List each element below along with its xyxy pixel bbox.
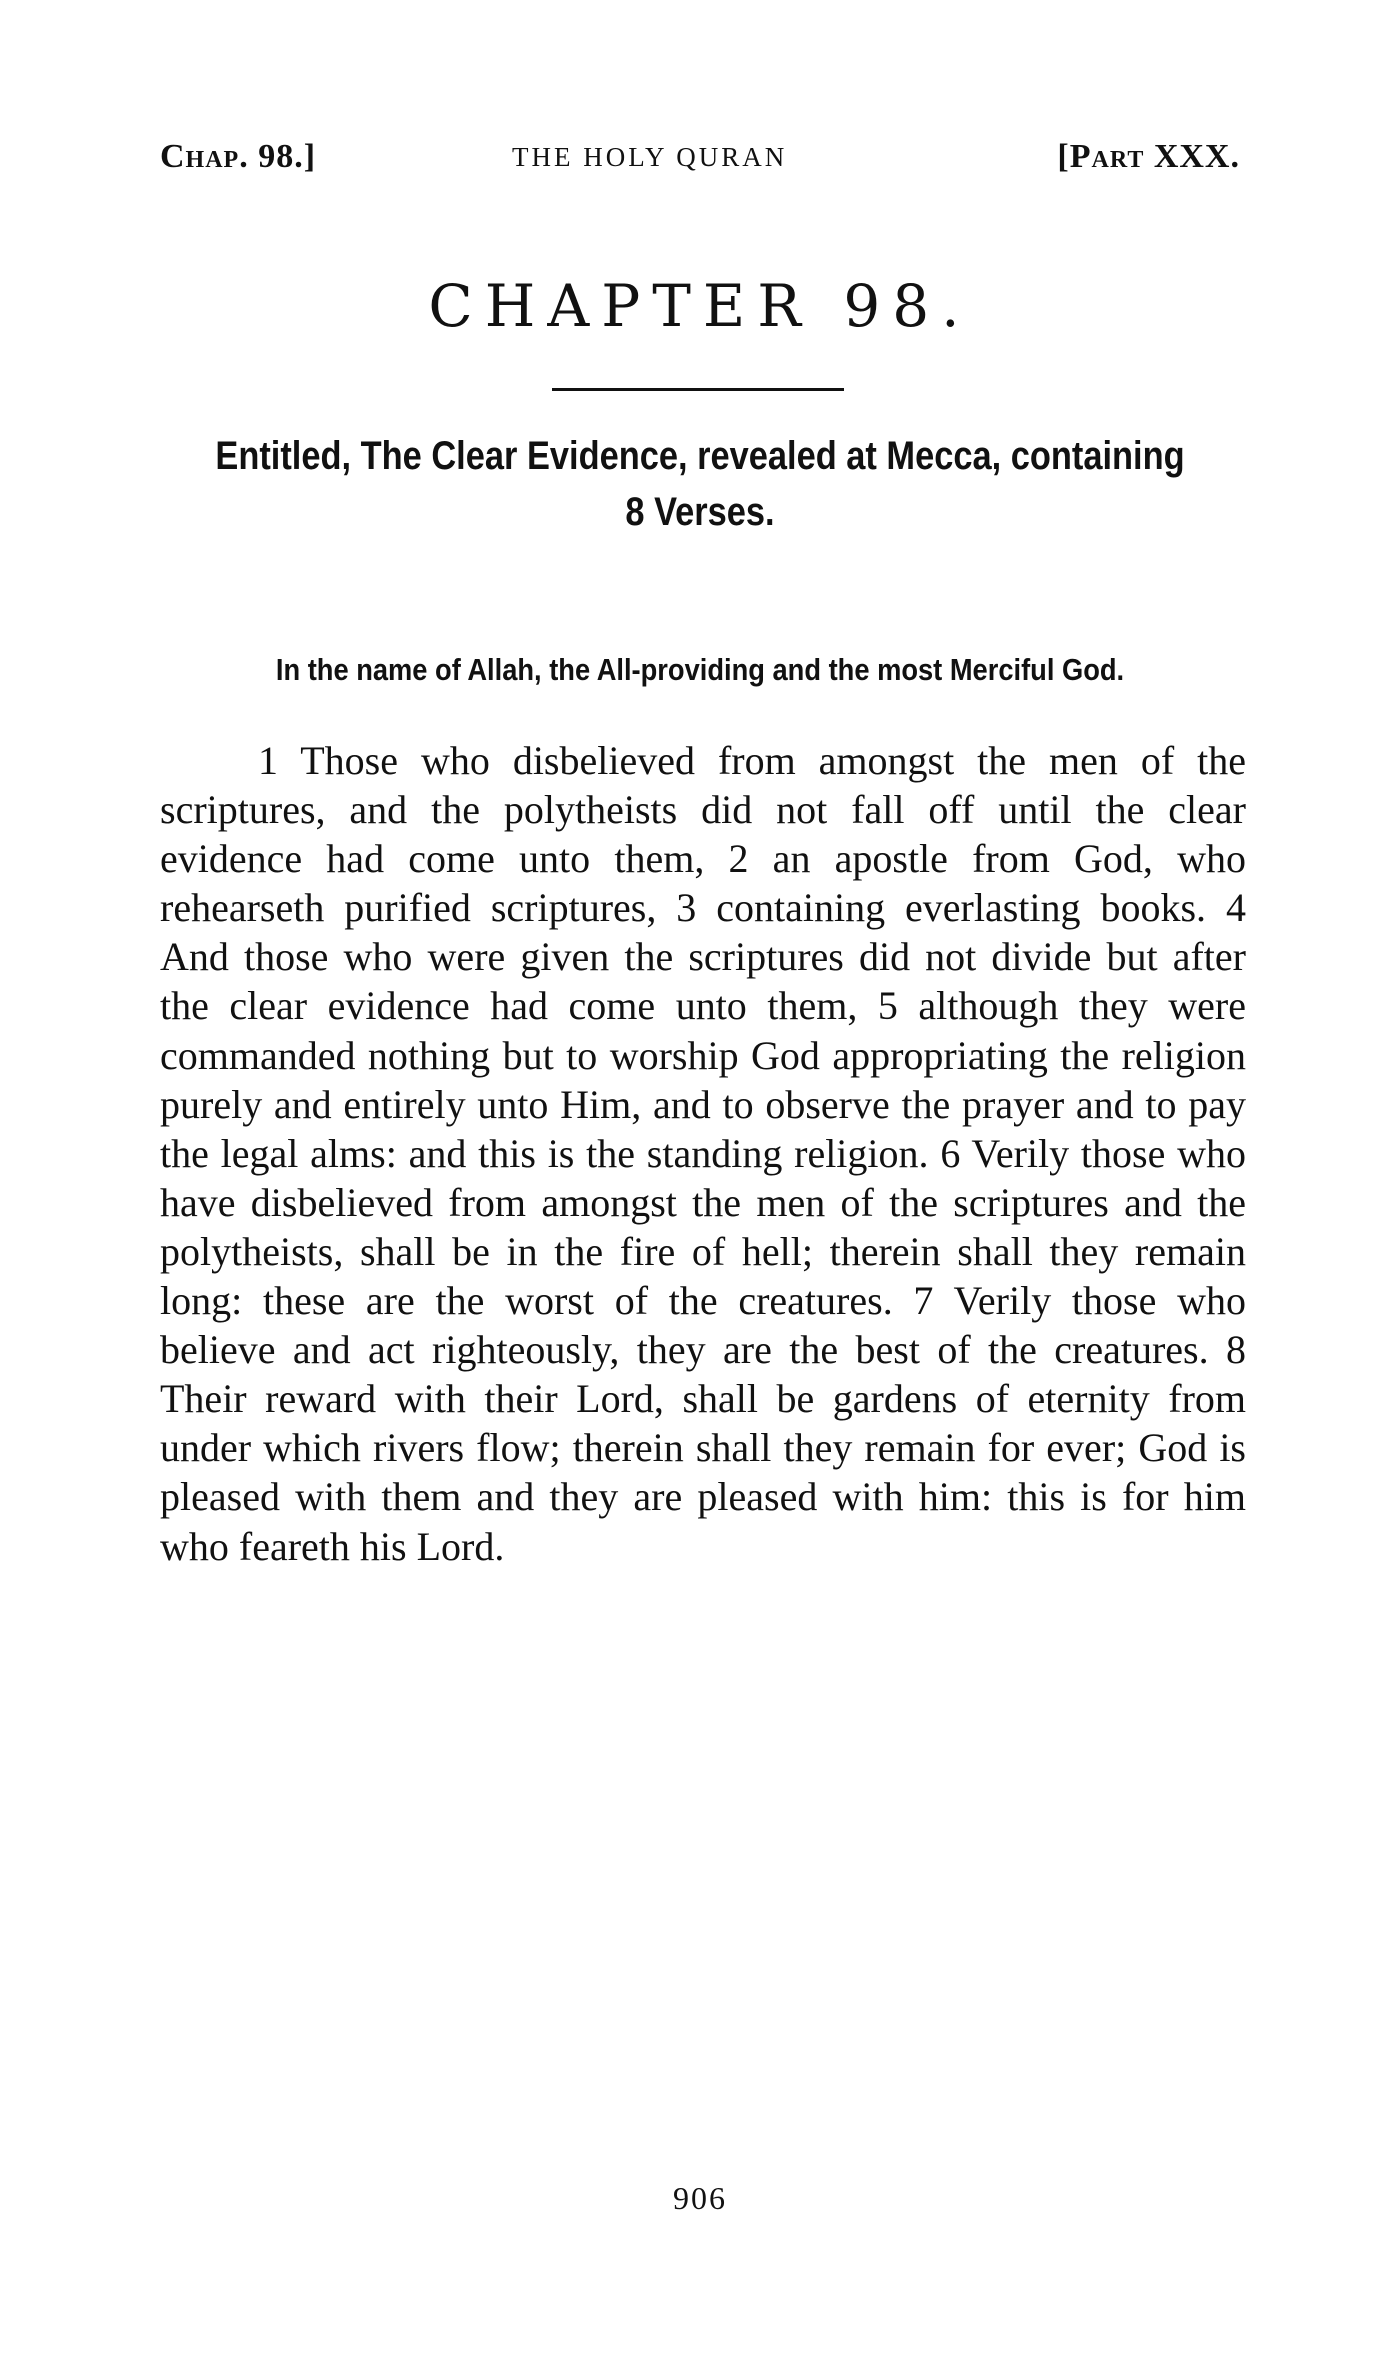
page-number: 906	[673, 2180, 727, 2216]
running-head	[160, 138, 1240, 188]
subtitle-line-1: Entitled, The Clear Evidence, revealed at Mecca, containing	[215, 434, 1185, 478]
subtitle-line-2: 8 Verses.	[625, 490, 775, 534]
chapter-reference: Chap. 98.]	[160, 138, 317, 175]
book-title: THE HOLY QURAN	[512, 142, 788, 172]
chapter-subtitle	[98, 428, 1302, 540]
part-reference: [Part XXX.	[1057, 138, 1240, 175]
verses-body	[160, 736, 1246, 1571]
invocation: In the name of Allah, the All-providing and the most Merciful God.	[275, 652, 1125, 687]
verses-paragraph: 1 Those who disbelieved from amongst the men of the scriptures, and the polytheists did not fall off until the clear evidence had come unto them, 2 an apostle from God, who rehearseth purified scriptures, 3 containing everlasting books. 4 And those who were given the scriptures did not divide but after the clear evidence had come unto them, 5 although they were commanded nothing but to worship God appropriating the religion purely and entirely unto Him, and to observe the prayer and to pay the legal alms: and this is the standing religion. 6 Verily those who have disbelieved from amongst the men of the scriptures and the polytheists, shall be in the fire of hell; therein shall they remain long: these are the worst of the creatures. 7 Verily those who believe and act righteously, they are the best of the creatures. 8 Their reward with their Lord, shall be gardens of eternity from under which rivers flow; therein shall they remain for ever; God is pleased with them and they are pleased with him: this is for him who feareth his Lord.	[160, 738, 1246, 1569]
chapter-title: CHAPTER 98.	[428, 272, 972, 340]
title-divider	[552, 388, 844, 391]
